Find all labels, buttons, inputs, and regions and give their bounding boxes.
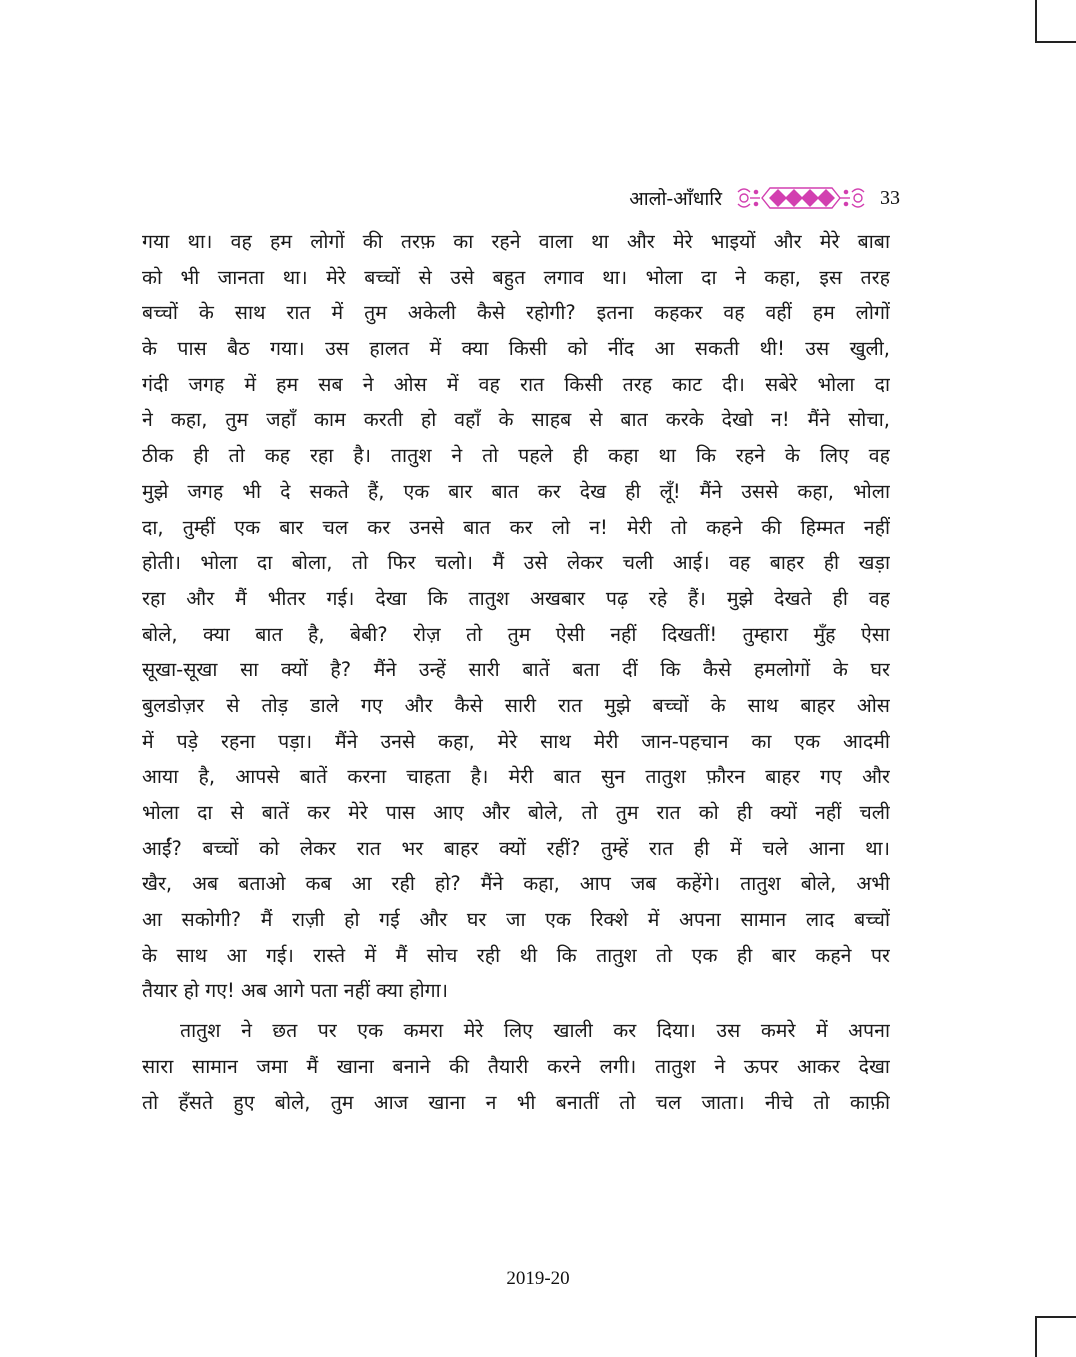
text-line: गया था। वह हम लोगों की तरफ़ का रहने वाला था और मेरे भाइयों और मेरे बाबा	[142, 230, 890, 253]
body-text	[142, 224, 890, 1120]
paragraph-1	[142, 224, 890, 1009]
decorative-flourish-icon	[736, 180, 866, 216]
text-line: आ सकोगी? मैं राज़ी हो गई और घर जा एक रिक्शे में अपना सामान लाद बच्चों	[142, 908, 890, 932]
text-line: मुझे जगह भी दे सकते हैं, एक बार बात कर देख ही लूँ! मैंने उससे कहा, भोला	[142, 479, 890, 503]
running-head	[600, 178, 900, 218]
footer-year: 2019-20	[506, 1268, 570, 1289]
text-line: तो हँसते हुए बोले, तुम आज खाना न भी बनातीं तो चल जाता। नीचे तो काफ़ी	[142, 1090, 890, 1114]
text-line: के पास बैठ गया। उस हालत में क्या किसी को नींद आ सकती थी! उस खुली,	[142, 337, 890, 361]
text-line: ठीक ही तो कह रहा है। तातुश ने तो पहले ही कहा था कि रहने के लिए वह	[142, 444, 890, 468]
paragraph-2	[142, 1013, 890, 1120]
text-line: तैयार हो गए! अब आगे पता नहीं क्या होगा।	[142, 979, 449, 1003]
text-line: आया है, आपसे बातें करना चाहता है। मेरी बात सुन तातुश फ़ौरन बाहर गए और	[142, 765, 890, 789]
text-line: सूखा-सूखा सा क्यों है? मैंने उन्हें सारी बातें बता दीं कि कैसे हमलोगों के घर	[142, 658, 890, 682]
text-line: के साथ आ गई। रास्ते में मैं सोच रही थी कि तातुश तो एक ही बार कहने पर	[142, 943, 890, 967]
text-line: गंदी जगह में हम सब ने ओस में वह रात किसी तरह काट दी। सबेरे भोला दा	[142, 372, 890, 396]
text-line: ने कहा, तुम जहाँ काम करती हो वहाँ के साहब से बात करके देखो न! मैंने सोचा,	[142, 408, 890, 432]
text-line: बोले, क्या बात है, बेबी? रोज़ तो तुम ऐसी नहीं दिखतीं! तुम्हारा मुँह ऐसा	[142, 622, 890, 646]
text-line: तातुश ने छत पर एक कमरा मेरे लिए खाली कर दिया। उस कमरे में अपना	[180, 1019, 890, 1043]
text-line: सारा सामान जमा मैं खाना बनाने की तैयारी करने लगी। तातुश ने ऊपर आकर देखा	[142, 1054, 890, 1078]
text-line: भोला दा से बातें कर मेरे पास आए और बोले, तो तुम रात को ही क्यों नहीं चली	[142, 801, 890, 824]
text-line: आईं? बच्चों को लेकर रात भर बाहर क्यों रहीं? तुम्हें रात ही में चले आना था।	[142, 836, 890, 860]
crop-mark-top	[1035, 0, 1076, 43]
text-line: खैर, अब बताओ कब आ रही हो? मैंने कहा, आप जब कहेंगे। तातुश बोले, अभी	[142, 872, 890, 896]
text-line: होती। भोला दा बोला, तो फिर चलो। मैं उसे लेकर चली आई। वह बाहर ही खड़ा	[142, 551, 890, 575]
crop-mark-bottom	[1035, 1316, 1076, 1357]
text-line: में पड़े रहना पड़ा। मैंने उनसे कहा, मेरे साथ मेरी जान-पहचान का एक आदमी	[142, 729, 890, 753]
text-line: रहा और मैं भीतर गई। देखा कि तातुश अखबार पढ़ रहे हैं। मुझे देखते ही वह	[142, 586, 890, 610]
page-number: 33	[880, 186, 900, 209]
text-line: को भी जानता था। मेरे बच्चों से उसे बहुत लगाव था। भोला दा ने कहा, इस तरह	[142, 265, 890, 289]
text-line: दा, तुम्हीं एक बार चल कर उनसे बात कर लो न! मेरी तो कहने की हिम्मत नहीं	[142, 515, 890, 539]
running-title: आलो-आँधारि	[629, 188, 722, 210]
text-line: बच्चों के साथ रात में तुम अकेली कैसे रहोगी? इतना कहकर वह वहीं हम लोगों	[142, 301, 890, 325]
text-line: बुलडोज़र से तोड़ डाले गए और कैसे सारी रात मुझे बच्चों के साथ बाहर ओस	[142, 693, 890, 717]
